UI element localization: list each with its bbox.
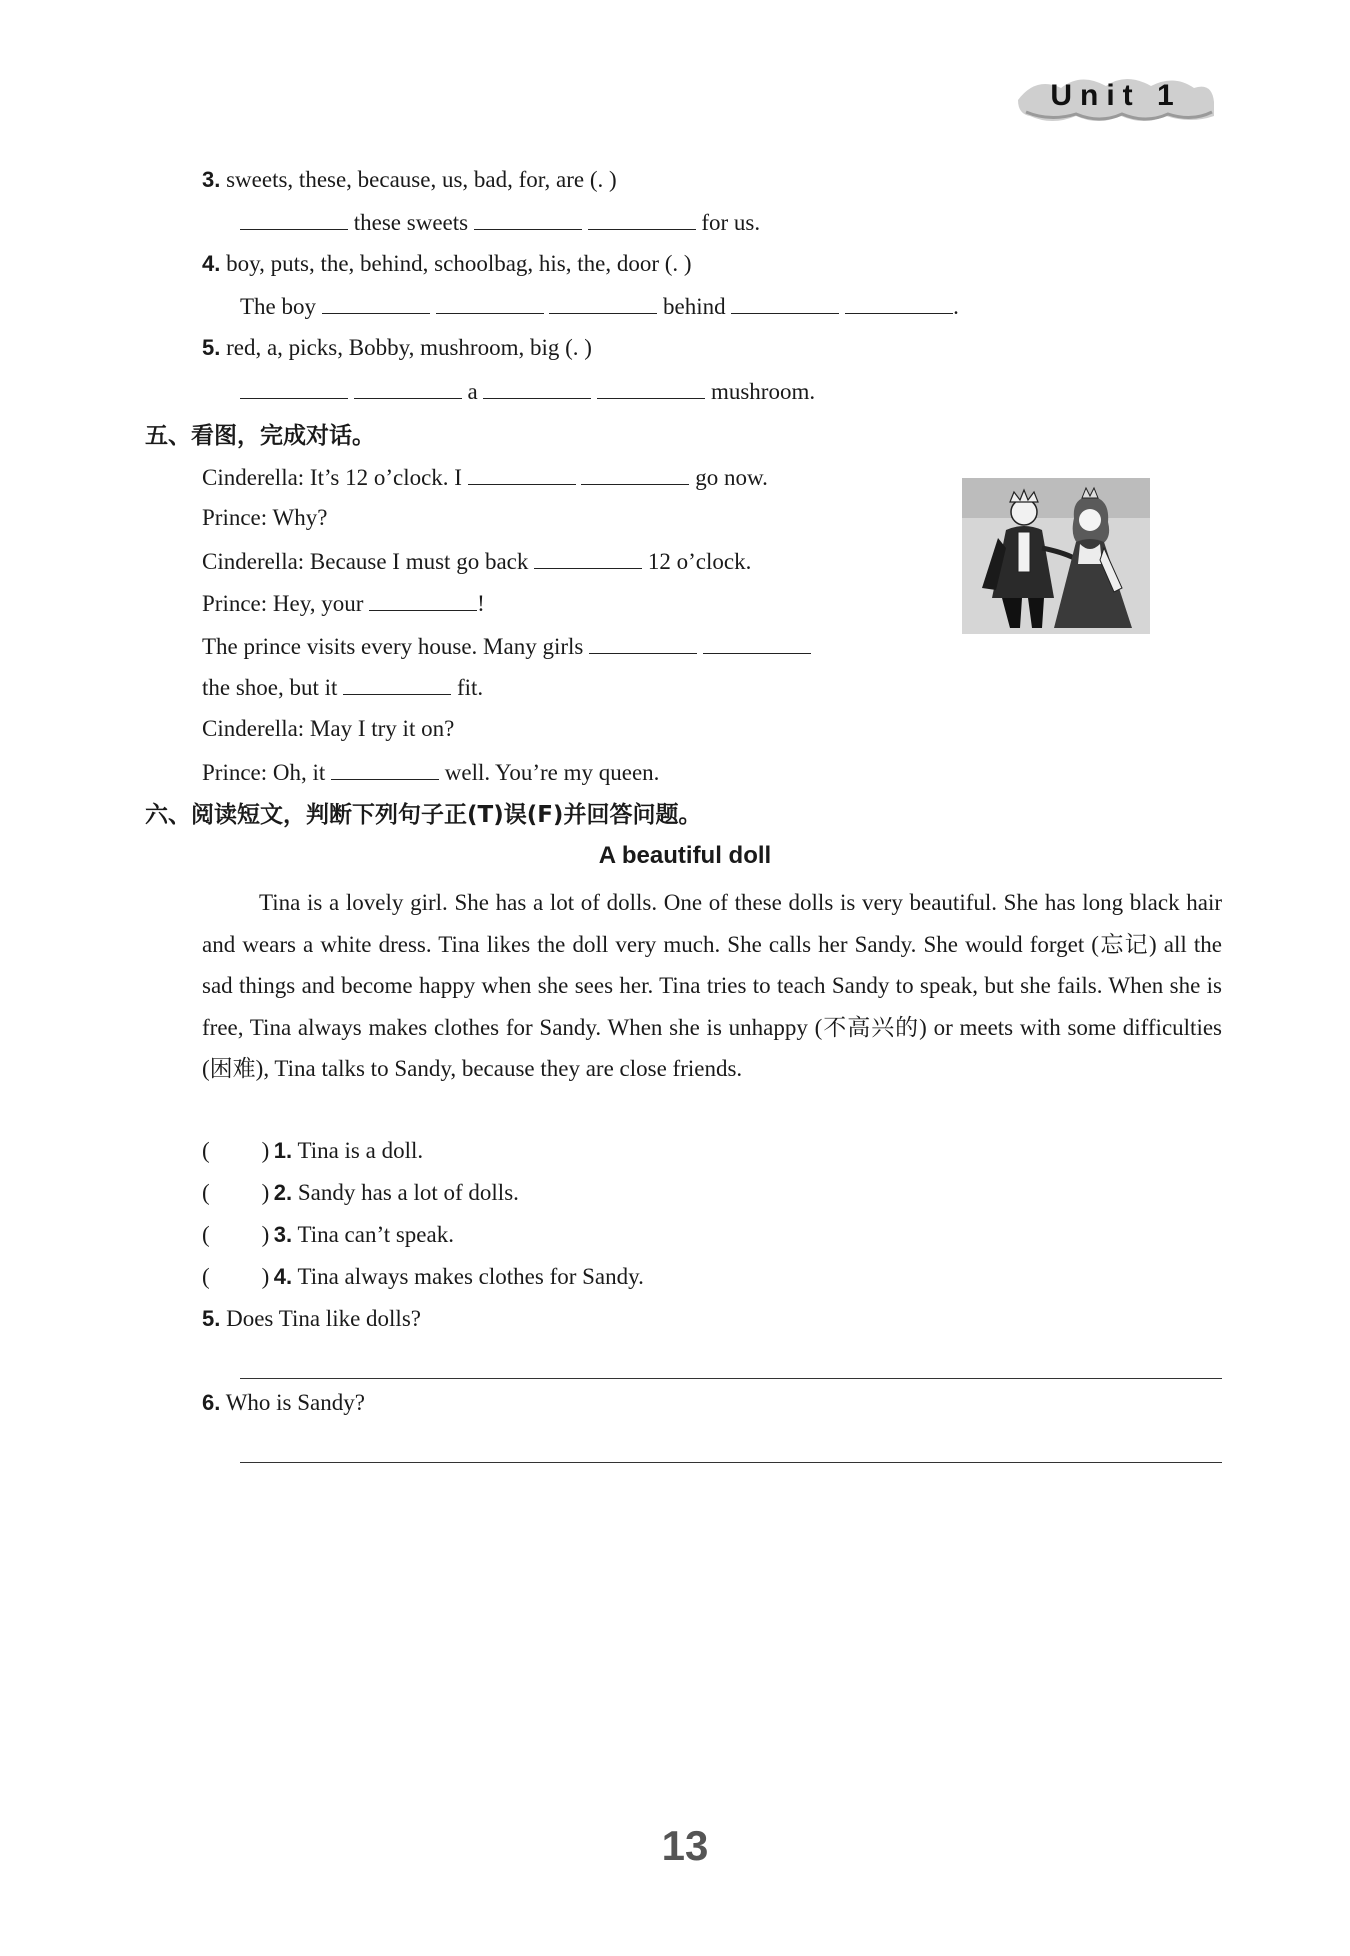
q5-line — [202, 333, 592, 363]
q4-fixed-text-1: The boy — [240, 294, 317, 319]
dialogue-text: Cinderella: May I try it on? — [202, 716, 455, 741]
tf-answer-paren[interactable]: ( ) — [202, 1180, 270, 1205]
dialogue-line-2 — [202, 503, 327, 533]
answer-blank[interactable] — [468, 462, 576, 485]
tf-answer-paren[interactable]: ( ) — [202, 1222, 270, 1247]
q4-number: 4. — [202, 251, 221, 276]
dialogue-line-6 — [202, 672, 483, 703]
tf-statement: Tina can’t speak. — [297, 1222, 454, 1247]
q3-fixed-text-2: for us. — [701, 210, 761, 235]
cinderella-prince-illustration — [962, 478, 1150, 634]
dialogue-text: Cinderella: It’s 12 o’clock. I — [202, 465, 462, 490]
tf-item-4 — [202, 1262, 644, 1292]
q3-number: 3. — [202, 167, 221, 192]
unit-header-tab — [1016, 72, 1216, 124]
q3-answer-line — [240, 207, 760, 238]
question-number: 6. — [202, 1390, 221, 1415]
question-5 — [202, 1304, 421, 1334]
answer-blank[interactable] — [436, 291, 544, 314]
q4-fixed-text-2: behind — [663, 294, 726, 319]
tf-statement: Tina always makes clothes for Sandy. — [297, 1264, 644, 1289]
dialogue-line-7 — [202, 714, 454, 744]
answer-blank[interactable] — [597, 376, 705, 399]
section6-heading: 六、阅读短文，判断下列句子正(T)误(F)并回答问题。 — [145, 802, 702, 828]
tf-number: 1. — [273, 1138, 293, 1163]
tf-statement: Sandy has a lot of dolls. — [297, 1180, 519, 1205]
q4-fixed-text-3: . — [953, 294, 959, 319]
tf-item-1 — [202, 1136, 423, 1166]
answer-blank[interactable] — [703, 631, 811, 654]
answer-blank[interactable] — [322, 291, 430, 314]
dialogue-text: Prince: Hey, your — [202, 591, 364, 616]
answer-line[interactable] — [240, 1462, 1222, 1463]
dialogue-text: ! — [477, 591, 485, 616]
q5-number: 5. — [202, 335, 221, 360]
answer-blank[interactable] — [483, 376, 591, 399]
q5-fixed-text-1: a — [467, 379, 478, 404]
reading-passage: Tina is a lovely girl. She has a lot of dolls. One of these dolls is very beautiful. She has long black hair and wears a white dress. Tina likes the doll very much. She calls her Sandy. She would forget (忘记) all the sad things and become happy when she sees her. Tina tries to teach Sandy to speak, but she fails. When she is free, Tina always makes clothes for Sandy. When she is unhappy (不高兴的) or meets with some difficulties (困难), Tina talks to Sandy, because they are close friends. — [202, 890, 1222, 1081]
tf-number: 4. — [273, 1264, 293, 1289]
page-number: 13 — [661, 1822, 709, 1869]
question-number: 5. — [202, 1306, 221, 1331]
answer-blank[interactable] — [534, 546, 642, 569]
dialogue-text: 12 o’clock. — [647, 549, 752, 574]
answer-blank[interactable] — [474, 207, 582, 230]
answer-blank[interactable] — [845, 291, 953, 314]
dialogue-text: Cinderella: Because I must go back — [202, 549, 529, 574]
question-text: Does Tina like dolls? — [226, 1306, 421, 1331]
answer-blank[interactable] — [581, 462, 689, 485]
dialogue-text: Prince: Oh, it — [202, 760, 326, 785]
tf-number: 2. — [273, 1180, 293, 1205]
tf-item-3 — [202, 1220, 454, 1250]
answer-blank[interactable] — [240, 376, 348, 399]
tf-answer-paren[interactable]: ( ) — [202, 1264, 270, 1289]
answer-blank[interactable] — [354, 376, 462, 399]
q5-words: red, a, picks, Bobby, mushroom, big (. ) — [226, 335, 592, 360]
answer-blank[interactable] — [588, 207, 696, 230]
answer-blank[interactable] — [369, 588, 477, 611]
tf-number: 3. — [273, 1222, 293, 1247]
dialogue-text: Prince: Why? — [202, 505, 328, 530]
tf-statement: Tina is a doll. — [297, 1138, 424, 1163]
dialogue-line-3 — [202, 546, 751, 577]
question-text: Who is Sandy? — [225, 1390, 365, 1415]
dialogue-text: well. You’re my queen. — [444, 760, 660, 785]
dialogue-text: fit. — [456, 675, 484, 700]
answer-blank[interactable] — [240, 207, 348, 230]
section5-heading: 五、看图，完成对话。 — [145, 423, 375, 449]
dialogue-line-8 — [202, 757, 659, 788]
unit-label: Unit 1 — [1050, 79, 1182, 112]
dialogue-text: go now. — [695, 465, 768, 490]
q5-fixed-text-2: mushroom. — [710, 379, 816, 404]
answer-blank[interactable] — [549, 291, 657, 314]
q4-answer-line — [240, 291, 959, 322]
answer-blank[interactable] — [731, 291, 839, 314]
dialogue-line-5 — [202, 631, 811, 662]
answer-blank[interactable] — [343, 672, 451, 695]
q3-fixed-text-1: these sweets — [353, 210, 469, 235]
q4-words: boy, puts, the, behind, schoolbag, his, the, door (. ) — [226, 251, 692, 276]
dialogue-text: The prince visits every house. Many girls — [202, 634, 584, 659]
q3-words: sweets, these, because, us, bad, for, are (. ) — [226, 167, 617, 192]
dialogue-text: the shoe, but it — [202, 675, 338, 700]
tf-answer-paren[interactable]: ( ) — [202, 1138, 270, 1163]
q3-line — [202, 165, 617, 195]
dialogue-line-1 — [202, 462, 768, 493]
answer-line[interactable] — [240, 1378, 1222, 1379]
tf-item-2 — [202, 1178, 519, 1208]
answer-blank[interactable] — [331, 757, 439, 780]
question-6 — [202, 1388, 365, 1418]
dialogue-line-4 — [202, 588, 485, 619]
q4-line — [202, 249, 692, 279]
q5-answer-line — [240, 376, 815, 407]
answer-blank[interactable] — [589, 631, 697, 654]
passage-title: A beautiful doll — [598, 842, 772, 869]
